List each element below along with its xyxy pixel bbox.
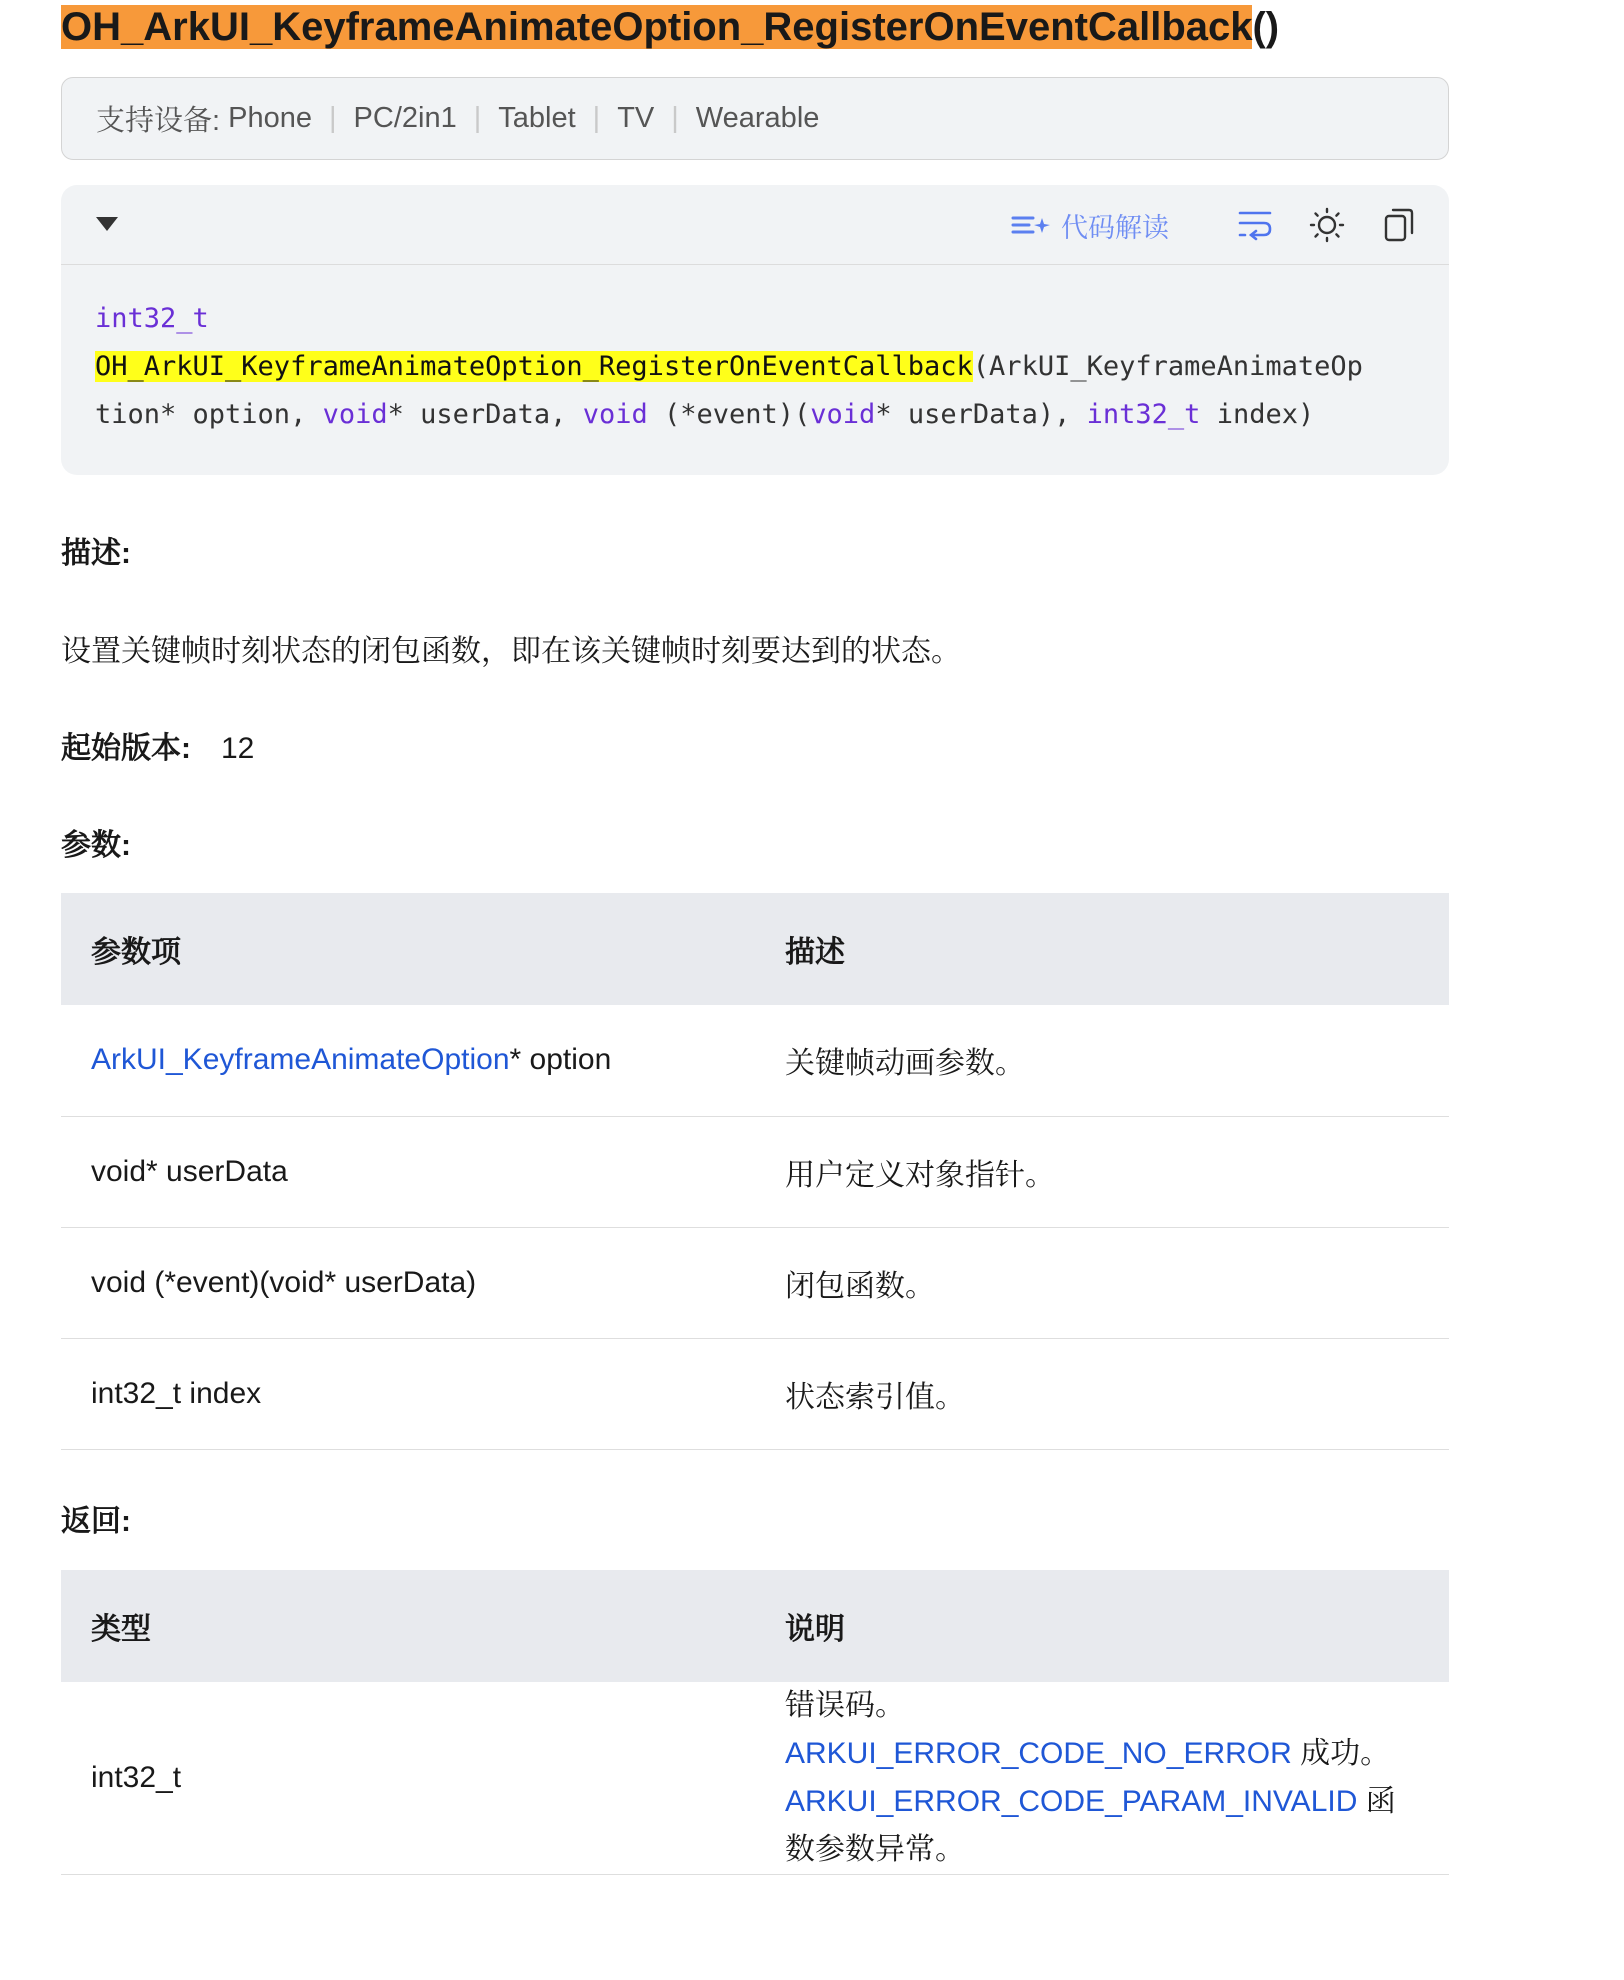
ai-sparkle-icon <box>1011 212 1051 238</box>
theme-toggle-button[interactable] <box>1305 203 1349 247</box>
code-keyword: void <box>810 399 876 430</box>
error-code-meaning: 成功。 <box>1291 1737 1391 1770</box>
error-code-link[interactable]: ARKUI_ERROR_CODE_NO_ERROR <box>785 1737 1292 1770</box>
code-keyword: void <box>322 399 388 430</box>
code-line-1 <box>95 295 1429 343</box>
device-wearable: Wearable <box>695 102 820 134</box>
returns-table <box>61 1570 1449 1875</box>
code-function-name: OH_ArkUI_KeyframeAnimateOption_RegisterOnEventCallback <box>95 351 973 382</box>
param-cell: void* userData <box>61 1116 755 1227</box>
column-header: 说明 <box>755 1570 1449 1682</box>
collapse-caret-icon[interactable] <box>96 217 118 231</box>
code-content <box>95 295 1429 439</box>
param-desc: 用户定义对象指针。 <box>755 1116 1449 1227</box>
table-row <box>61 1005 1449 1116</box>
code-text: (*event)( <box>647 399 811 430</box>
column-header: 参数项 <box>61 893 755 1005</box>
param-cell: void (*event)(void* userData) <box>61 1227 755 1338</box>
device-phone: Phone <box>228 102 312 134</box>
param-name: * option <box>509 1043 612 1077</box>
param-desc: 关键帧动画参数。 <box>755 1005 1449 1116</box>
param-desc: 闭包函数。 <box>755 1227 1449 1338</box>
error-code-line <box>785 1730 1419 1778</box>
return-type: int32_t <box>61 1682 755 1875</box>
table-row <box>61 1116 1449 1227</box>
code-return-type: int32_t <box>95 303 209 334</box>
api-title-name: OH_ArkUI_KeyframeAnimateOption_RegisterOnEventCallback <box>61 5 1253 49</box>
device-separator: | <box>328 102 337 134</box>
device-separator: | <box>671 102 679 134</box>
returns-heading: 返回: <box>61 1505 131 1538</box>
device-tablet: Tablet <box>498 102 576 134</box>
device-pc: PC/2in1 <box>353 102 457 134</box>
copy-code-button[interactable] <box>1377 203 1421 247</box>
params-heading: 参数: <box>61 829 131 862</box>
device-separator: | <box>592 102 601 134</box>
since-label: 起始版本: <box>61 732 191 765</box>
since-value: 12 <box>221 732 255 765</box>
code-toolbar <box>61 185 1449 265</box>
code-params-start: (ArkUI_KeyframeAnimateOp <box>972 351 1363 382</box>
code-keyword: void <box>582 399 648 430</box>
column-header: 类型 <box>61 1570 755 1682</box>
code-text: tion* option, <box>95 399 323 430</box>
param-cell <box>61 1005 755 1116</box>
devices-label: 支持设备: <box>96 105 221 137</box>
error-code-line <box>785 1778 1419 1874</box>
code-line-2 <box>95 343 1429 391</box>
params-table <box>61 893 1449 1450</box>
code-text: * userData, <box>387 399 583 430</box>
table-header-row <box>61 893 1449 1005</box>
code-text: * userData), <box>875 399 1087 430</box>
table-row <box>61 1227 1449 1338</box>
supported-devices <box>61 77 1449 160</box>
table-header-row <box>61 1570 1449 1682</box>
api-title-parens: () <box>1252 5 1280 49</box>
code-line-3 <box>95 391 1429 439</box>
word-wrap-button[interactable] <box>1233 203 1277 247</box>
error-code-link[interactable]: ARKUI_ERROR_CODE_PARAM_INVALID <box>785 1785 1358 1818</box>
return-desc <box>755 1682 1449 1875</box>
device-separator: | <box>473 102 482 134</box>
return-intro: 错误码。 <box>785 1689 905 1722</box>
wrap-icon <box>1237 208 1273 242</box>
api-title <box>61 0 1279 54</box>
sun-icon <box>1309 207 1345 243</box>
device-tv: TV <box>617 102 655 134</box>
param-type-link[interactable]: ArkUI_KeyframeAnimateOption <box>91 1043 510 1077</box>
column-header: 描述 <box>755 893 1449 1005</box>
code-explain-button[interactable] <box>1011 206 1169 245</box>
code-text: index) <box>1200 399 1315 430</box>
copy-icon <box>1383 207 1415 243</box>
table-row <box>61 1682 1449 1875</box>
code-keyword: int32_t <box>1086 399 1201 430</box>
description-heading: 描述: <box>61 537 131 570</box>
description-text: 设置关键帧时刻状态的闭包函数，即在该关键帧时刻要达到的状态。 <box>61 635 961 668</box>
code-explain-label: 代码解读 <box>1061 212 1169 243</box>
code-block <box>61 185 1449 475</box>
param-cell: int32_t index <box>61 1338 755 1449</box>
param-desc: 状态索引值。 <box>755 1338 1449 1449</box>
error-code-meaning: 函数参数异常。 <box>785 1785 1396 1866</box>
table-row <box>61 1338 1449 1449</box>
since-version <box>61 723 254 767</box>
